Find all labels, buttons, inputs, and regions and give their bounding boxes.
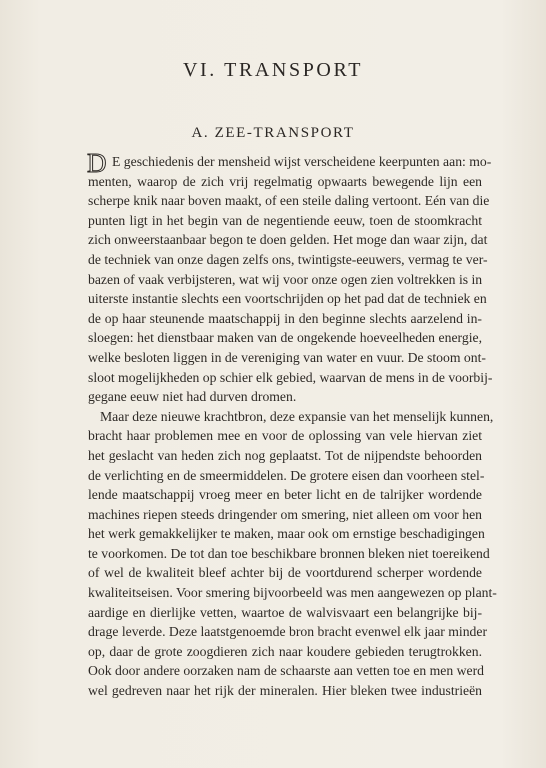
- text-line: bazen of vaak verbijsteren, wat wij voor onze ogen zien voltrekken is in: [88, 271, 483, 287]
- text-line: zich onweerstaanbaar begon te doen gelden. Het moge dan waar zijn, dat: [88, 232, 488, 248]
- text-line: op, daar de grote zoogdieren zich naar koudere gebieden terugtrokken.: [88, 643, 482, 659]
- drop-cap-initial: D: [87, 148, 107, 178]
- text-line: [87, 148, 492, 178]
- text-line: de techniek van onze dagen zelfs ons, twintigste-eeuwers, vermag te ver-: [88, 251, 488, 267]
- body-text: [87, 148, 497, 701]
- text-line: gegane eeuw niet had durven dromen.: [88, 389, 297, 405]
- text-line: wel gedreven naar het rijk der mineralen. Hier bleken twee industrieën: [88, 683, 482, 699]
- text-line: kwaliteitseisen. Voor smering bijvoorbeeld was men aangewezen op plant-: [88, 585, 497, 601]
- text-line: Maar deze nieuwe krachtbron, deze expansie van het menselijk kunnen,: [100, 408, 494, 424]
- text-line: punten ligt in het begin van de negentiende eeuw, toen de stoomkracht: [88, 212, 482, 228]
- text-line: bracht haar problemen mee en voor de oplossing van vele hiervan ziet: [88, 428, 482, 444]
- text-line: de verlichting en de smeermiddelen. De grotere eisen dan voorheen stel-: [88, 467, 485, 483]
- text-line: of wel de kwaliteit bleef achter bij de voortdurend scherper wordende: [88, 565, 482, 581]
- text-line: lende maatschappij vroeg meer en beter licht en de talrijker wordende: [88, 487, 482, 503]
- text-line: sloegen: het dienstbaar maken van de ongekende hoeveelheden energie,: [88, 330, 482, 346]
- chapter-title: VI. TRANSPORT: [182, 59, 364, 81]
- text-line: het werk gemakkelijker te maken, maar ook om ernstige beschadigingen: [88, 526, 485, 542]
- text-line-content: E geschiedenis der mensheid wijst verscheidene keerpunten aan: mo-: [112, 154, 492, 169]
- text-line: te voorkomen. De tot dan toe beschikbare bronnen bleken niet toereikend: [88, 545, 490, 561]
- text-line: aardige en dierlijke vetten, waartoe de walvisvaart een belangrijke bij-: [88, 604, 482, 620]
- text-line: sloot mogelijkheden op schier elk gebied, waarvan de mens in de voorbij-: [88, 369, 493, 385]
- text-line: drage leverde. Deze laatstgenoemde bron bracht evenwel elk jaar minder: [88, 624, 488, 640]
- text-line: scherpe knik naar boven maakt, of een steile daling vertoont. Eén van die: [88, 193, 490, 209]
- text-line: het geslacht van heden zich nog geplaatst. Tot de nijpendste behoorden: [88, 447, 482, 463]
- text-line: machines riepen steeds dringender om smering, niet alleen om voor hen: [88, 506, 482, 522]
- text-line: Ook door andere oorzaken nam de schaarste aan vetten toe en men werd: [88, 663, 485, 679]
- text-line: de op haar steunende maatschappij in den beginne slechts aarzelend in-: [88, 310, 482, 326]
- text-line: welke besloten liggen in de vereniging van water en vuur. De stoom ont-: [88, 349, 486, 365]
- text-line: uiterste instantie slechts een voortschrijden op het pad dat de techniek en: [88, 291, 487, 307]
- text-line: menten, waarop de zich vrij regelmatig opwaarts bewegende lijn een: [88, 173, 482, 189]
- section-title: A. ZEE-TRANSPORT: [191, 125, 355, 141]
